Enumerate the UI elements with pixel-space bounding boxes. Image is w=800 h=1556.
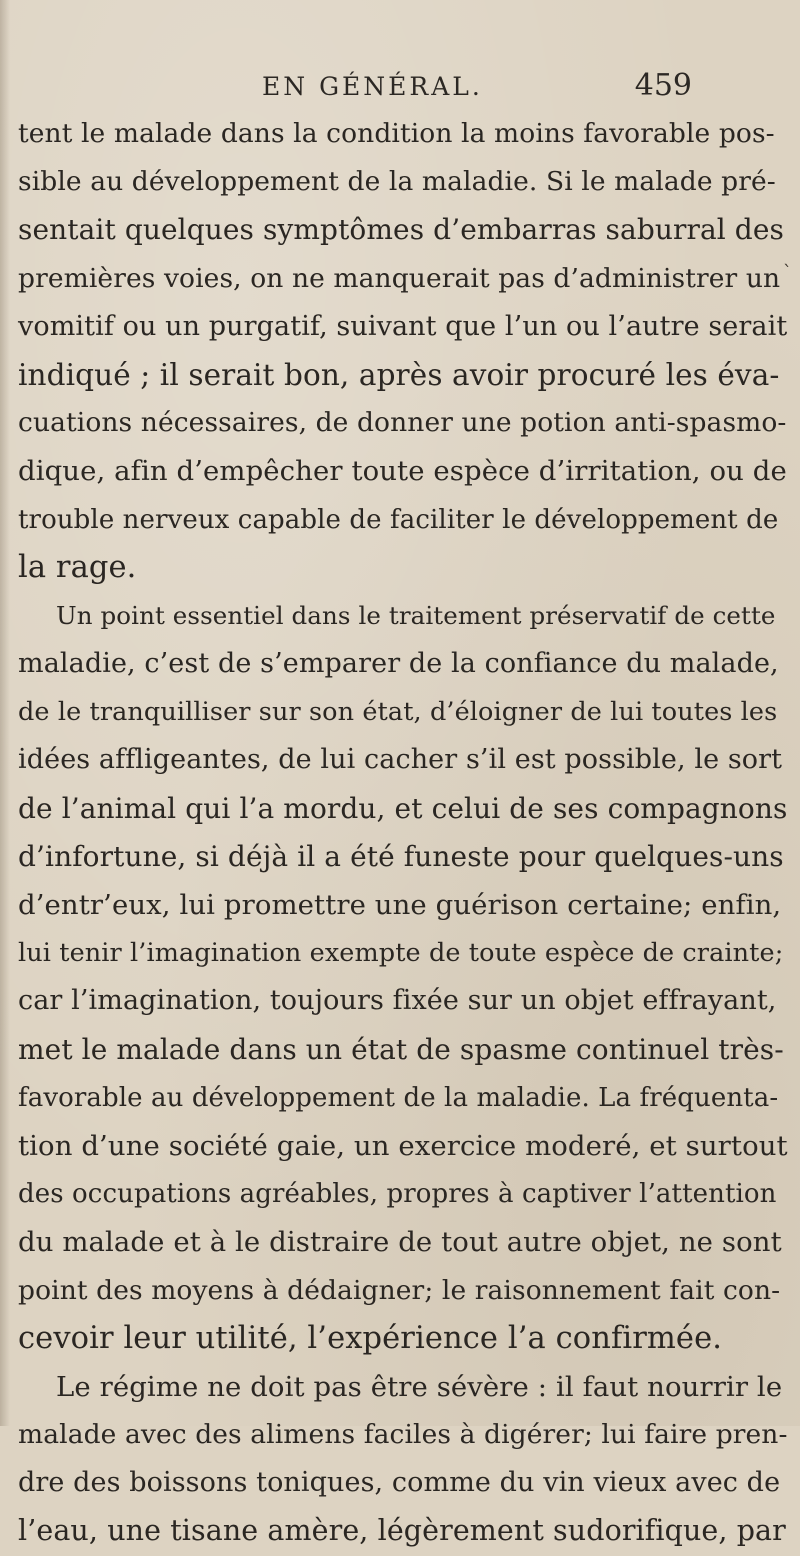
text-line: vomitif ou un purgatif, suivant que l’un ou l’autre serait bbox=[18, 310, 788, 342]
page-number: 459 bbox=[634, 68, 692, 103]
text-line: d’entr’eux, lui promettre une guérison certaine; enfin, bbox=[18, 889, 782, 921]
text-line: sible au développement de la maladie. Si le malade pré- bbox=[18, 166, 776, 198]
running-head: EN GÉNÉRAL. bbox=[262, 72, 483, 101]
text-line: cevoir leur utilité, l’expérience l’a confirmée. bbox=[18, 1320, 723, 1356]
text-line: point des moyens à dédaigner; le raisonnement fait con- bbox=[18, 1274, 781, 1306]
paragraph-start-line: Le régime ne doit pas être sévère : il faut nourrir le bbox=[56, 1370, 783, 1403]
text-line: cuations nécessaires, de donner une potion anti-spasmo- bbox=[18, 407, 787, 439]
text-line: dre des boissons toniques, comme du vin vieux avec de bbox=[18, 1467, 781, 1499]
text-line: lui tenir l’imagination exempte de toute espèce de crainte; bbox=[18, 938, 784, 969]
text-line: de le tranquilliser sur son état, d’éloigner de lui toutes les bbox=[18, 697, 778, 728]
text-line: idées affligeantes, de lui cacher s’il est possible, le sort bbox=[18, 744, 783, 776]
text-line: tion d’une société gaie, un exercice moderé, et surtout bbox=[18, 1129, 788, 1162]
text-line: du malade et à le distraire de tout autre objet, ne sont bbox=[18, 1226, 782, 1259]
body-text bbox=[18, 110, 788, 1556]
text-line: car l’imagination, toujours fixée sur un objet effrayant, bbox=[18, 985, 777, 1017]
text-line: de l’animal qui l’a mordu, et celui de ses compagnons bbox=[18, 791, 788, 825]
text-line: sentait quelques symptômes d’embarras saburral des bbox=[18, 213, 784, 247]
page-left-edge bbox=[0, 0, 10, 1426]
text-line: malade avec des alimens faciles à digérer; lui faire pren- bbox=[18, 1419, 788, 1451]
text-line: l’eau, une tisane amère, légèrement sudorifique, par bbox=[18, 1514, 786, 1548]
paragraph-start-line: Un point essentiel dans le traitement préservatif de cette bbox=[56, 600, 776, 630]
text-line: des occupations agréables, propres à captiver l’attention bbox=[18, 1179, 777, 1210]
text-line: tent le malade dans la condition la moins favorable pos- bbox=[18, 118, 775, 149]
margin-mark: ` bbox=[783, 262, 792, 283]
text-line: trouble nerveux capable de faciliter le développement de bbox=[18, 504, 779, 535]
text-line: d’infortune, si déjà il a été funeste pour quelques-uns bbox=[18, 839, 784, 873]
page-header bbox=[262, 68, 692, 108]
text-line: la rage. bbox=[18, 549, 137, 585]
text-line: indiqué ; il serait bon, après avoir procuré les éva- bbox=[18, 357, 780, 392]
text-line: premières voies, on ne manquerait pas d’administrer un bbox=[18, 262, 781, 294]
text-line: maladie, c’est de s’emparer de la confiance du malade, bbox=[18, 648, 779, 680]
text-line: met le malade dans un état de spasme continuel très- bbox=[18, 1032, 784, 1066]
text-line: favorable au développement de la maladie. La fréquenta- bbox=[18, 1082, 779, 1113]
text-line: dique, afin d’empêcher toute espèce d’irritation, ou de bbox=[18, 455, 787, 488]
